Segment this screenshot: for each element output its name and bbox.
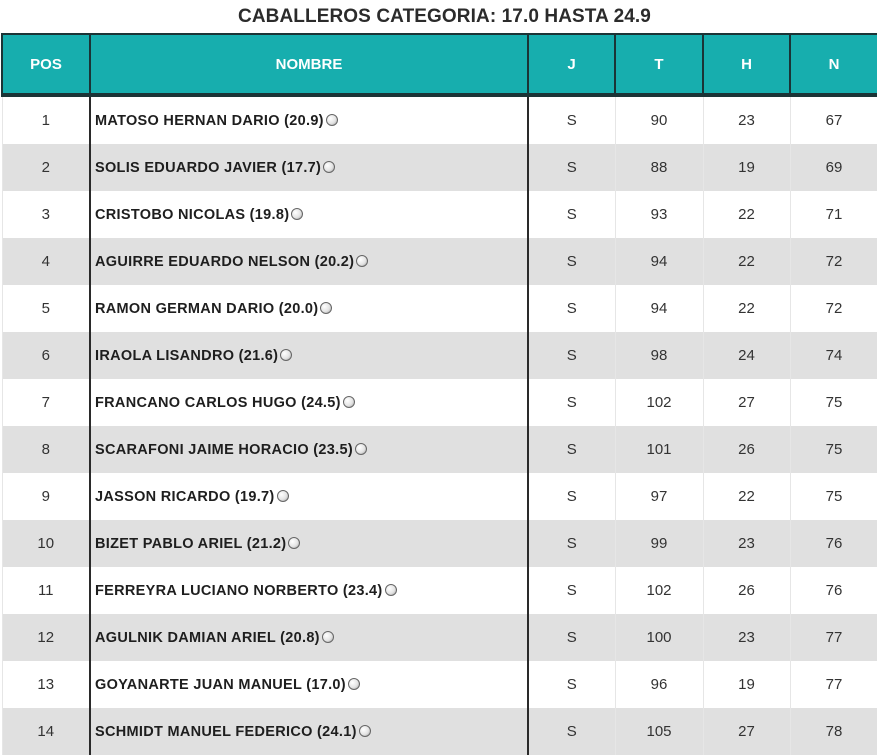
column-header-h[interactable]: H [703,34,790,95]
player-name[interactable]: AGULNIK DAMIAN ARIEL (20.8) [95,629,320,646]
golf-ball-icon [280,349,292,361]
n-cell: 75 [790,379,877,426]
player-name[interactable]: GOYANARTE JUAN MANUEL (17.0) [95,676,346,693]
golf-ball-icon [323,161,335,173]
j-cell: S [528,191,615,238]
golf-ball-icon [348,678,360,690]
pos-cell: 4 [2,238,90,285]
pos-cell: 9 [2,473,90,520]
t-cell: 105 [615,708,703,755]
table-row [2,285,877,332]
j-cell: S [528,95,615,144]
table-row [2,191,877,238]
table-row [2,520,877,567]
pos-cell: 13 [2,661,90,708]
h-cell: 19 [703,144,790,191]
pos-cell: 2 [2,144,90,191]
j-cell: S [528,708,615,755]
j-cell: S [528,238,615,285]
h-cell: 24 [703,332,790,379]
h-cell: 23 [703,614,790,661]
table-row [2,238,877,285]
t-cell: 94 [615,285,703,332]
player-name-cell[interactable] [90,661,528,708]
pos-cell: 12 [2,614,90,661]
pos-cell: 1 [2,95,90,144]
column-header-nombre[interactable]: NOMBRE [90,34,528,95]
n-cell: 77 [790,614,877,661]
h-cell: 19 [703,661,790,708]
h-cell: 23 [703,95,790,144]
h-cell: 22 [703,285,790,332]
t-cell: 97 [615,473,703,520]
j-cell: S [528,661,615,708]
t-cell: 100 [615,614,703,661]
j-cell: S [528,144,615,191]
j-cell: S [528,379,615,426]
player-name[interactable]: MATOSO HERNAN DARIO (20.9) [95,112,324,129]
player-name[interactable]: FRANCANO CARLOS HUGO (24.5) [95,394,341,411]
player-name-cell[interactable] [90,614,528,661]
player-name[interactable]: IRAOLA LISANDRO (21.6) [95,347,279,364]
player-name-cell[interactable] [90,379,528,426]
column-header-t[interactable]: T [615,34,703,95]
column-header-j[interactable]: J [528,34,615,95]
golf-ball-icon [322,631,334,643]
golf-ball-icon [355,443,367,455]
pos-cell: 3 [2,191,90,238]
j-cell: S [528,426,615,473]
golf-ball-icon [320,302,332,314]
table-row [2,614,877,661]
t-cell: 102 [615,379,703,426]
player-name-cell[interactable] [90,567,528,614]
golf-ball-icon [291,208,303,220]
pos-cell: 10 [2,520,90,567]
table-row [2,567,877,614]
h-cell: 23 [703,520,790,567]
n-cell: 74 [790,332,877,379]
n-cell: 76 [790,520,877,567]
player-name-cell[interactable] [90,238,528,285]
j-cell: S [528,473,615,520]
golf-ball-icon [326,114,338,126]
n-cell: 69 [790,144,877,191]
player-name[interactable]: BIZET PABLO ARIEL (21.2) [95,535,287,552]
table-row [2,661,877,708]
player-name-cell[interactable] [90,144,528,191]
player-name-cell[interactable] [90,332,528,379]
player-name-cell[interactable] [90,191,528,238]
golf-ball-icon [356,255,368,267]
player-name-cell[interactable] [90,473,528,520]
table-header-row [2,34,877,95]
pos-cell: 14 [2,708,90,755]
t-cell: 102 [615,567,703,614]
h-cell: 27 [703,708,790,755]
t-cell: 94 [615,238,703,285]
n-cell: 71 [790,191,877,238]
h-cell: 27 [703,379,790,426]
golf-ball-icon [277,490,289,502]
results-table [1,33,877,755]
player-name-cell[interactable] [90,285,528,332]
player-name[interactable]: FERREYRA LUCIANO NORBERTO (23.4) [95,582,383,599]
t-cell: 88 [615,144,703,191]
player-name[interactable]: CRISTOBO NICOLAS (19.8) [95,206,290,223]
n-cell: 76 [790,567,877,614]
golf-ball-icon [385,584,397,596]
n-cell: 75 [790,473,877,520]
j-cell: S [528,520,615,567]
n-cell: 67 [790,95,877,144]
t-cell: 96 [615,661,703,708]
player-name-cell[interactable] [90,95,528,144]
player-name[interactable]: RAMON GERMAN DARIO (20.0) [95,300,319,317]
column-header-n[interactable]: N [790,34,877,95]
player-name[interactable]: AGUIRRE EDUARDO NELSON (20.2) [95,253,355,270]
table-row [2,144,877,191]
page-title: CABALLEROS CATEGORIA: 17.0 HASTA 24.9 [238,6,651,27]
table-row [2,379,877,426]
t-cell: 101 [615,426,703,473]
player-name[interactable]: SCARAFONI JAIME HORACIO (23.5) [95,441,353,458]
h-cell: 22 [703,191,790,238]
j-cell: S [528,614,615,661]
player-name-cell[interactable] [90,520,528,567]
pos-cell: 8 [2,426,90,473]
golf-ball-icon [343,396,355,408]
table-row [2,473,877,520]
pos-cell: 6 [2,332,90,379]
table-row [2,426,877,473]
t-cell: 99 [615,520,703,567]
player-name-cell[interactable] [90,426,528,473]
pos-cell: 7 [2,379,90,426]
n-cell: 72 [790,238,877,285]
player-name[interactable]: JASSON RICARDO (19.7) [95,488,275,505]
h-cell: 22 [703,238,790,285]
n-cell: 72 [790,285,877,332]
t-cell: 93 [615,191,703,238]
n-cell: 77 [790,661,877,708]
j-cell: S [528,285,615,332]
j-cell: S [528,567,615,614]
h-cell: 26 [703,426,790,473]
table-row [2,332,877,379]
player-name-cell[interactable] [90,708,528,755]
player-name[interactable]: SOLIS EDUARDO JAVIER (17.7) [95,159,322,176]
h-cell: 22 [703,473,790,520]
n-cell: 78 [790,708,877,755]
column-header-pos[interactable]: POS [2,34,90,95]
table-row [2,708,877,755]
pos-cell: 11 [2,567,90,614]
n-cell: 75 [790,426,877,473]
golf-ball-icon [288,537,300,549]
h-cell: 26 [703,567,790,614]
t-cell: 98 [615,332,703,379]
player-name[interactable]: SCHMIDT MANUEL FEDERICO (24.1) [95,723,357,740]
pos-cell: 5 [2,285,90,332]
j-cell: S [528,332,615,379]
golf-ball-icon [359,725,371,737]
table-row [2,95,877,144]
t-cell: 90 [615,95,703,144]
